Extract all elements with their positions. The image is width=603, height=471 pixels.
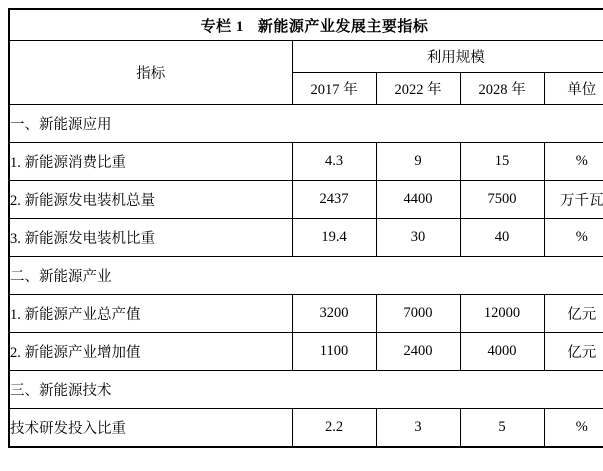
page-title [9,9,603,41]
table-row [9,219,603,257]
row-label: 技术研发投入比重 [9,409,292,448]
row-label: 3. 新能源发电装机比重 [9,219,292,257]
row-unit: % [544,219,603,257]
header-indicator: 指标 [9,41,292,105]
row-value-2017: 2437 [292,181,376,219]
row-label: 1. 新能源产业总产值 [9,295,292,333]
header-group-scale: 利用规模 [292,41,603,73]
section-header-applications: 一、新能源应用 [9,105,603,143]
row-value-2017: 4.3 [292,143,376,181]
header-col-2017: 2017 年 [292,73,376,105]
row-unit: % [544,409,603,448]
row-value-2022: 3 [376,409,460,448]
title-text: 新能源产业发展主要指标 [257,18,429,35]
row-value-2017: 1100 [292,333,376,371]
table-row [9,257,603,295]
row-label: 1. 新能源消费比重 [9,143,292,181]
row-value-2017: 2.2 [292,409,376,448]
table-row [9,143,603,181]
table-header-row-1 [9,41,603,73]
row-value-2028: 40 [460,219,544,257]
header-col-2022: 2022 年 [376,73,460,105]
table-title-row [9,9,603,41]
row-value-2028: 7500 [460,181,544,219]
row-value-2017: 19.4 [292,219,376,257]
row-value-2022: 30 [376,219,460,257]
row-unit: 亿元 [544,333,603,371]
row-value-2017: 3200 [292,295,376,333]
row-label: 2. 新能源发电装机总量 [9,181,292,219]
row-value-2028: 5 [460,409,544,448]
row-value-2022: 9 [376,143,460,181]
section-header-industry: 二、新能源产业 [9,257,603,295]
table-row [9,105,603,143]
table-row [9,371,603,409]
table-row [9,333,603,371]
row-value-2022: 2400 [376,333,460,371]
row-value-2022: 4400 [376,181,460,219]
section-header-technology: 三、新能源技术 [9,371,603,409]
header-col-2028: 2028 年 [460,73,544,105]
row-unit: 亿元 [544,295,603,333]
header-col-unit: 单位 [544,73,603,105]
row-value-2028: 12000 [460,295,544,333]
table-row [9,409,603,448]
row-unit: % [544,143,603,181]
row-label: 2. 新能源产业增加值 [9,333,292,371]
row-value-2028: 15 [460,143,544,181]
title-prefix: 专栏 1 [200,18,244,35]
row-value-2028: 4000 [460,333,544,371]
row-unit: 万千瓦 [544,181,603,219]
indicator-table [8,8,603,448]
table-row [9,181,603,219]
row-value-2022: 7000 [376,295,460,333]
table-row [9,295,603,333]
